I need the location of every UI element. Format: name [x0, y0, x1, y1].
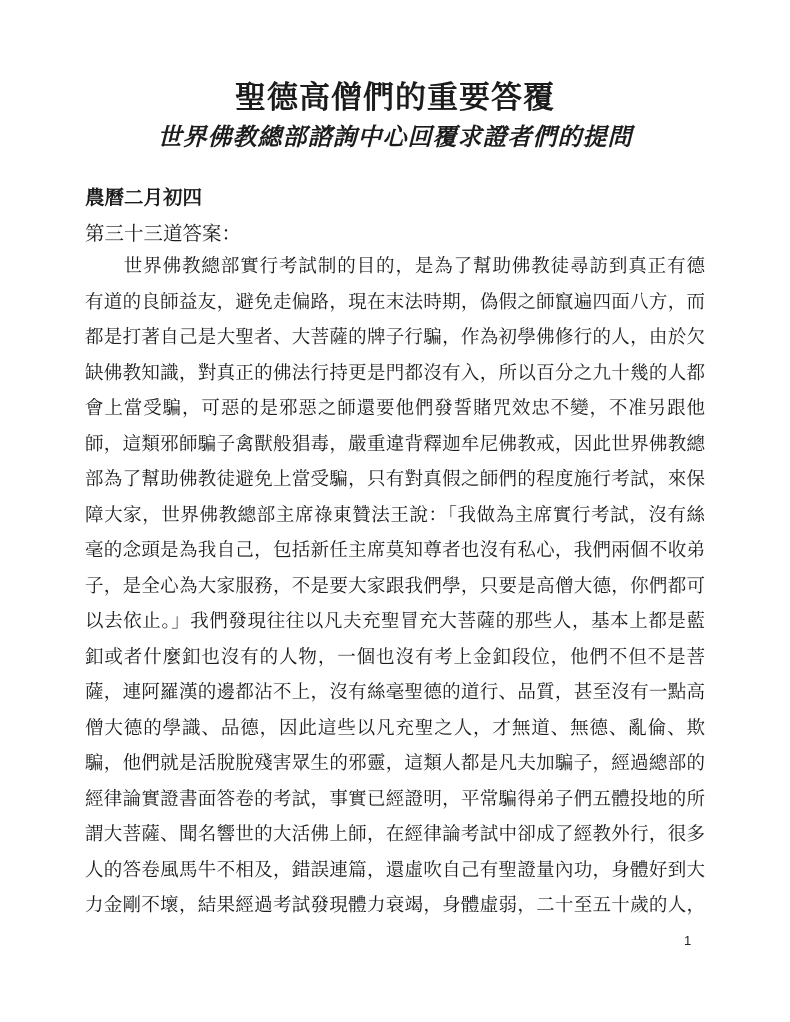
text-line: 會上當受騙，可惡的是邪惡之師還要他們發誓賭咒效忠不變，不准另跟他 [85, 399, 705, 419]
text-line: 缺佛教知識，對真正的佛法行持更是門都沒有入，所以百分之九十幾的人都 [85, 363, 705, 384]
text-line: 人的答卷風馬牛不相及，錯誤連篇，還虛吹自己有聖證量內功，身體好到大 [85, 860, 705, 881]
text-line: 騙，他們就是活脫脫殘害眾生的邪靈，這類人都是凡夫加騙子，經過總部的 [85, 754, 705, 774]
text-line: 謂大菩薩、聞名響世的大活佛上師，在經律論考試中卻成了經教外行，很多 [85, 825, 705, 845]
text-line: 障大家，世界佛教總部主席祿東贊法王說：「我做為主席實行考試，沒有絲 [85, 505, 705, 526]
text-line: 經律論實證書面答卷的考試，事實已經證明，平常騙得弟子們五體投地的所 [85, 789, 705, 810]
text-line: 力金剛不壞，結果經過考試發現體力衰竭，身體虛弱，二十至五十歲的人， [85, 896, 705, 916]
text-line: 毫的念頭是為我自己，包括新任主席莫知尊者也沒有私心，我們兩個不收弟 [85, 541, 705, 561]
answer-heading: 第三十三道答案： [85, 224, 242, 245]
text-line: 有道的良師益友，避免走偏路，現在末法時期，偽假之師竄遍四面八方，而 [85, 292, 705, 313]
date-heading: 農曆二月初四 [85, 188, 203, 209]
text-line: 部為了幫助佛教徒避免上當受騙，只有對真假之師們的程度施行考試，來保 [85, 470, 705, 490]
body-paragraph [85, 250, 705, 925]
text-line: 僧大德的學識、品德，因此這些以凡充聖之人，才無道、無德、亂倫、欺 [85, 718, 705, 739]
text-line: 師，這類邪師騙子禽獸般猖毒，嚴重違背釋迦牟尼佛教戒，因此世界佛教總 [85, 434, 705, 455]
document-title: 聖德高僧們的重要答覆 [235, 80, 555, 115]
text-line: 以去依止。」我們發現往往以凡夫充聖冒充大菩薩的那些人，基本上都是藍 [85, 612, 705, 632]
text-line: 子，是全心為大家服務，不是要大家跟我們學，只要是高僧大德，你們都可 [85, 576, 705, 597]
text-line: 薩，連阿羅漢的邊都沾不上，沒有絲毫聖德的道行、品質，甚至沒有一點高 [85, 683, 705, 703]
page-number: 1 [684, 933, 692, 948]
text-line: 都是打著自己是大聖者、大菩薩的牌子行騙，作為初學佛修行的人，由於欠 [85, 328, 705, 348]
text-line: 世界佛教總部實行考試制的目的，是為了幫助佛教徒尋訪到真正有德 [85, 257, 705, 277]
document-subtitle: 世界佛教總部諮詢中心回覆求證者們的提問 [157, 125, 633, 151]
text-line: 釦或者什麼釦也沒有的人物，一個也沒有考上金釦段位，他們不但不是菩 [85, 647, 705, 668]
